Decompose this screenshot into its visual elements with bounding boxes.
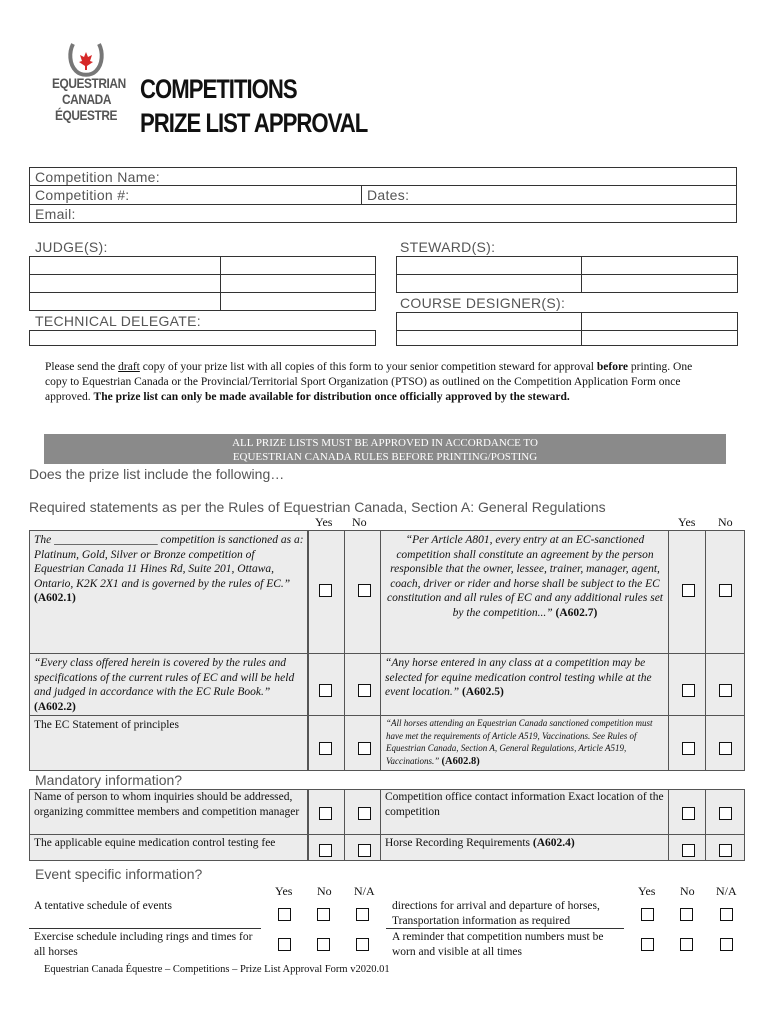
course-designer-input-1[interactable] xyxy=(396,312,582,331)
mandatory-heading: Mandatory information? xyxy=(35,772,183,788)
required-left-1-no-checkbox[interactable] xyxy=(358,584,371,597)
judge-input-4[interactable] xyxy=(220,274,376,293)
steward-input-1[interactable] xyxy=(396,256,582,275)
event-heading: Event specific information? xyxy=(35,866,203,882)
required-right-ref-1: (A602.7) xyxy=(555,606,598,619)
required-right-text-1 xyxy=(385,533,665,620)
event-left-text-2: Exercise schedule including rings and times for all horses xyxy=(34,931,253,958)
required-left-3-no-checkbox[interactable] xyxy=(358,742,371,755)
judge-input-3[interactable] xyxy=(29,274,221,293)
required-right-3-no-checkbox[interactable] xyxy=(719,742,732,755)
required-yes-left: Yes xyxy=(315,515,333,529)
event-row-divider-right xyxy=(386,928,624,929)
mandatory-left-text-1: Name of person to whom inquiries should be addressed, organizing committee members and competition manager xyxy=(34,791,300,818)
required-right-statement-3: “All horses attending an Equestrian Canada sanctioned competition must have met the requirements of Article A519, Vaccinations. See Rules of Equestrian Canada, Section A, General Regulations, Article A519, Vaccinations.” xyxy=(386,718,653,766)
event-left-text-1: A tentative schedule of events xyxy=(34,900,172,912)
judge-input-1[interactable] xyxy=(29,256,221,275)
competition-number-field[interactable]: Competition #: xyxy=(35,187,130,203)
required-right-text-3 xyxy=(386,717,666,768)
required-left-ref-1: (A602.1) xyxy=(34,592,76,604)
page-title-line-1: COMPETITIONS xyxy=(140,74,297,104)
course-designer-input-3[interactable] xyxy=(396,330,582,346)
logo-line-2: CANADA xyxy=(62,91,112,107)
email-field[interactable]: Email: xyxy=(35,206,76,222)
required-right-statement-2: “Any horse entered in any class at a competition may be selected for equine medication control testing while at the event location.” xyxy=(385,657,652,698)
form-footer: Equestrian Canada Équestre – Competitions – Prize List Approval Form v2020.01 xyxy=(44,964,390,975)
required-right-ref-3: (A602.8) xyxy=(441,755,480,767)
mandatory-right-text-2 xyxy=(385,836,665,851)
instructions-text-2: copy of your prize list with all copies of this form to your senior competition steward for approval xyxy=(139,361,597,373)
course-designer-input-4[interactable] xyxy=(581,330,738,346)
info-vdivider xyxy=(361,185,362,204)
event-na-right: N/A xyxy=(716,884,737,898)
instructions-before: before xyxy=(596,361,628,373)
required-right-statement-1: “Per Article A801, every entry at an EC-sanctioned competition shall constitute an agreement by the person responsible that the owner, lessee, trainer, manager, agent, coach, driver or rider and horse shall be subject to the EC constitution and all rules of EC and any additional rules set by the competition...” xyxy=(387,534,663,619)
judge-input-5[interactable] xyxy=(29,292,221,311)
required-right-2-no-checkbox[interactable] xyxy=(719,684,732,697)
course-designer-label: COURSE DESIGNER(S): xyxy=(400,295,566,311)
judge-input-6[interactable] xyxy=(220,292,376,311)
instructions-draft: draft xyxy=(118,361,140,373)
mandatory-left-1-no-checkbox[interactable] xyxy=(358,807,371,820)
instructions-text-1: Please send the xyxy=(45,361,119,373)
horseshoe-maple-icon xyxy=(66,42,106,78)
question-heading: Does the prize list include the following… xyxy=(29,466,285,482)
stewards-label: STEWARD(S): xyxy=(400,239,496,255)
mandatory-right-1-yes-checkbox[interactable] xyxy=(682,807,695,820)
technical-delegate-input[interactable] xyxy=(29,330,376,346)
mandatory-left-1-yes-checkbox[interactable] xyxy=(319,807,332,820)
competition-name-field[interactable]: Competition Name: xyxy=(35,169,160,185)
course-designer-input-2[interactable] xyxy=(581,312,738,331)
logo-line-3: ÉQUESTRE xyxy=(55,107,118,123)
equestrian-canada-logo xyxy=(52,42,126,123)
banner-line-2: EQUESTRIAN CANADA RULES BEFORE PRINTING/POSTING xyxy=(232,451,538,463)
required-left-statement-1: The __________________ competition is sanctioned as a: Platinum, Gold, Silver or Bronze competition of Equestrian Canada 11 Hines Rd, Suite 201, Ottawa, Ontario, K2K 2X1 and is governed by the rules of EC.” xyxy=(34,534,304,590)
mandatory-right-text-1: Competition office contact information Exact location of the competition xyxy=(385,791,664,818)
mandatory-left-2-no-checkbox[interactable] xyxy=(358,844,371,857)
required-left-statement-2: “Every class offered herein is covered by the rules and specifications of the current rules of EC and will be held and judged in accordance with the EC Rule Book.” xyxy=(34,657,295,698)
required-left-2-no-checkbox[interactable] xyxy=(358,684,371,697)
required-right-ref-2: (A602.5) xyxy=(461,686,504,698)
required-left-ref-2: (A602.2) xyxy=(34,700,76,713)
mandatory-left-2-yes-checkbox[interactable] xyxy=(319,844,332,857)
event-right-2-yes-checkbox[interactable] xyxy=(641,938,654,951)
event-row-divider xyxy=(29,928,261,929)
required-no-right: No xyxy=(718,515,733,529)
event-left-1-no-checkbox[interactable] xyxy=(317,908,330,921)
logo-line-1: EQUESTRIAN xyxy=(52,75,126,91)
required-heading: Required statements as per the Rules of Equestrian Canada, Section A: General Regulations xyxy=(29,499,606,515)
required-left-3-yes-checkbox[interactable] xyxy=(319,742,332,755)
event-yes-right: Yes xyxy=(638,884,656,898)
mandatory-right-2-no-checkbox[interactable] xyxy=(719,844,732,857)
event-left-2-na-checkbox[interactable] xyxy=(356,938,369,951)
event-right-2-na-checkbox[interactable] xyxy=(720,938,733,951)
event-yes-left: Yes xyxy=(275,884,293,898)
mandatory-left-text-2: The applicable equine medication control testing fee xyxy=(34,837,276,849)
page-title-line-2: PRIZE LIST APPROVAL xyxy=(140,108,368,138)
event-left-1-na-checkbox[interactable] xyxy=(356,908,369,921)
event-right-1-na-checkbox[interactable] xyxy=(720,908,733,921)
judge-input-2[interactable] xyxy=(220,256,376,275)
event-right-2-no-checkbox[interactable] xyxy=(680,938,693,951)
event-left-2-no-checkbox[interactable] xyxy=(317,938,330,951)
mandatory-right-statement-2: Horse Recording Requirements xyxy=(385,837,533,849)
required-left-text-1 xyxy=(34,533,304,606)
event-right-text-2: A reminder that competition numbers must be worn and visible at all times xyxy=(392,931,604,958)
event-left-2-yes-checkbox[interactable] xyxy=(278,938,291,951)
instructions-text-3: printing. One copy to Equestrian Canada or the Provincial/Territorial Sport Organization (PTSO) as outlined on the Competition Application Form once approved. xyxy=(45,361,693,403)
required-left-1-yes-checkbox[interactable] xyxy=(319,584,332,597)
steward-input-4[interactable] xyxy=(581,274,738,293)
required-no-left: No xyxy=(352,515,367,529)
event-right-1-yes-checkbox[interactable] xyxy=(641,908,654,921)
event-no-left: No xyxy=(317,884,332,898)
mandatory-right-ref-2: (A602.4) xyxy=(532,837,575,849)
event-left-1-yes-checkbox[interactable] xyxy=(278,908,291,921)
event-na-left: N/A xyxy=(354,884,375,898)
judges-label: JUDGE(S): xyxy=(35,239,108,255)
required-right-1-yes-checkbox[interactable] xyxy=(682,584,695,597)
banner-line-1: ALL PRIZE LISTS MUST BE APPROVED IN ACCORDANCE TO xyxy=(232,437,538,449)
instructions-bold-end: The prize list can only be made available for distribution once officially approved by the steward. xyxy=(93,391,570,403)
required-right-2-yes-checkbox[interactable] xyxy=(682,684,695,697)
technical-delegate-label: TECHNICAL DELEGATE: xyxy=(35,313,201,329)
dates-field[interactable]: Dates: xyxy=(367,187,410,203)
mandatory-right-2-yes-checkbox[interactable] xyxy=(682,844,695,857)
steward-input-3[interactable] xyxy=(396,274,582,293)
event-right-1-no-checkbox[interactable] xyxy=(680,908,693,921)
required-left-2-yes-checkbox[interactable] xyxy=(319,684,332,697)
mandatory-right-1-no-checkbox[interactable] xyxy=(719,807,732,820)
approval-banner xyxy=(44,434,726,464)
required-right-1-no-checkbox[interactable] xyxy=(719,584,732,597)
event-no-right: No xyxy=(680,884,695,898)
event-right-text-1: directions for arrival and departure of horses, Transportation information as required xyxy=(392,900,600,927)
info-divider-1 xyxy=(29,185,737,186)
required-right-text-2 xyxy=(385,656,665,700)
required-left-text-3: The EC Statement of principles xyxy=(34,719,179,731)
instructions-paragraph xyxy=(45,360,700,405)
required-yes-right: Yes xyxy=(678,515,696,529)
steward-input-2[interactable] xyxy=(581,256,738,275)
info-divider-2 xyxy=(29,204,737,205)
required-right-3-yes-checkbox[interactable] xyxy=(682,742,695,755)
required-left-text-2 xyxy=(34,656,304,714)
